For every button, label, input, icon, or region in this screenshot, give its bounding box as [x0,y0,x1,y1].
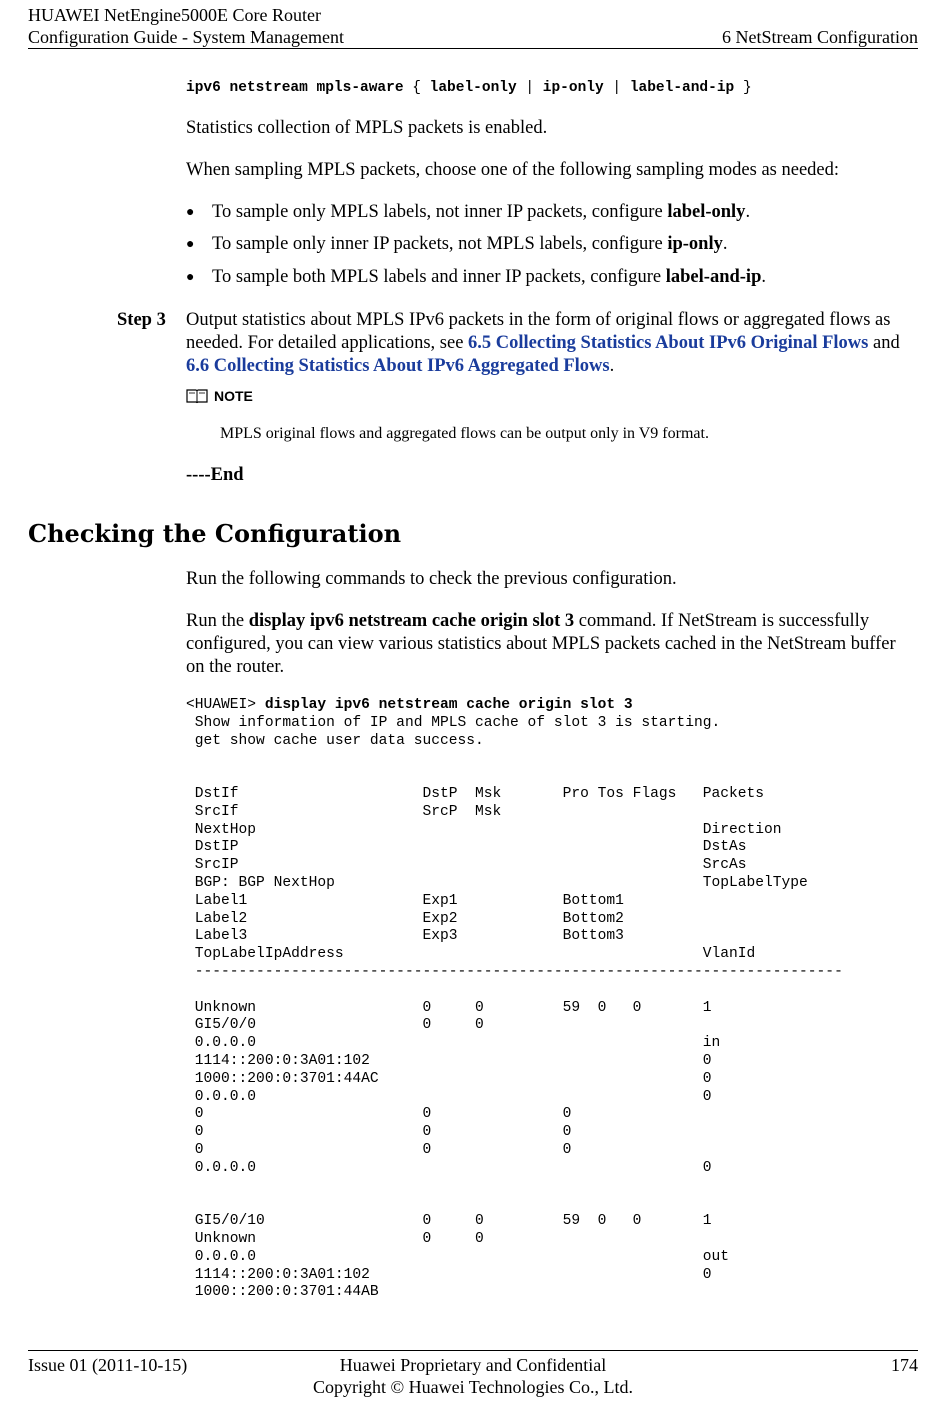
step-3-text [186,309,918,378]
header-product: HUAWEI NetEngine5000E Core Router [28,5,321,25]
code-line: 1114::200:0:3A01:102 0 [194,1266,712,1283]
command-option-ip-only: ip-only [542,80,604,96]
step-3-tail: . [609,356,615,376]
command-close-brace: } [742,80,752,96]
command-separator: | [525,80,535,96]
page-header [28,4,918,48]
step-3-line-2: needed. For detailed applications, see [186,333,469,353]
bullet-dot-icon: ● [186,270,195,285]
header-guide: Configuration Guide - System Management [28,27,344,47]
header-chapter: 6 NetStream Configuration [722,27,918,47]
command-syntax [186,80,918,96]
check-text: command. If NetStream is successfully [574,611,870,631]
code-line: DstIP DstAs [194,839,747,856]
link-aggregated-flows[interactable]: 6.6 Collecting Statistics About IPv6 Aggregated Flows [186,356,610,376]
code-line: Unknown 0 0 [194,1230,484,1247]
note-header [186,388,253,404]
list-item-text: To sample only inner IP packets, not MPLS labels, configure [212,234,668,254]
bullet-dot-icon: ● [186,237,195,252]
header-rule [28,48,918,49]
code-line: 1000::200:0:3701:44AB [186,1284,379,1301]
list-item-text: To sample only MPLS labels, not inner IP packets, configure [212,202,668,222]
end-marker: ----End [186,465,244,485]
command-open-brace: { [412,80,421,96]
code-line: Unknown 0 0 59 0 0 1 [194,999,712,1016]
code-line: 0.0.0.0 0 [194,1088,712,1105]
code-line: NextHop Direction [194,821,782,838]
list-item-tail: . [722,234,728,254]
footer-rule [28,1350,918,1351]
code-line: Label3 Exp3 Bottom3 [194,928,624,945]
book-icon [186,388,208,404]
code-line: SrcIP SrcAs [194,857,747,874]
list-item-tail: . [761,267,766,287]
step-label: Step 3 [117,310,166,330]
paragraph-enabled: Statistics collection of MPLS packets is enabled. [186,118,548,138]
list-item-text: To sample both MPLS labels and inner IP packets, configure [212,267,666,287]
check-line-3: on the router. [186,657,285,677]
code-line: 1000::200:0:3701:44AC 0 [194,1070,712,1087]
list-item-keyword: label-only [667,202,746,222]
command-output [186,697,843,1302]
footer-issue: Issue 01 (2011-10-15) [28,1355,188,1375]
code-line: TopLabelIpAddress VlanId [194,946,756,963]
command-option-label-only: label-only [429,80,517,96]
list-item-tail: . [745,202,751,222]
footer-confidential: Huawei Proprietary and Confidential [339,1355,607,1375]
code-line: -------------------------------------------------------------------------- [194,963,843,980]
bullet-dot-icon: ● [186,205,195,220]
code-prompt: <HUAWEI> [186,697,265,713]
note-text: MPLS original flows and aggregated flows can be output only in V9 format. [220,425,709,442]
code-line: GI5/0/0 0 0 [194,1017,484,1034]
check-line-2: configured, you can view various statistics about MPLS packets cached in the NetStream buffer [186,634,896,654]
command-text: ipv6 netstream mpls-aware [186,80,404,96]
step-3-and: and [868,333,900,353]
code-line: Show information of IP and MPLS cache of slot 3 is starting. [194,714,721,731]
footer-copyright: Copyright © Huawei Technologies Co., Ltd. [312,1377,634,1397]
paragraph-check-detail [186,610,918,679]
paragraph-sampling-intro: When sampling MPLS packets, choose one of the following sampling modes as needed: [186,160,840,180]
code-output-lines [186,715,843,1301]
link-original-flows[interactable]: 6.5 Collecting Statistics About IPv6 Original Flows [468,333,869,353]
list-item-keyword: ip-only [667,234,723,254]
code-line: Label2 Exp2 Bottom2 [194,910,624,927]
code-line: SrcIf SrcP Msk [194,803,502,820]
code-line: get show cache user data success. [194,732,484,749]
check-text: Run the [186,611,249,631]
code-command: display ipv6 netstream cache origin slot 3 [264,697,633,713]
code-line: 0.0.0.0 out [194,1248,729,1265]
list-item-keyword: label-and-ip [665,267,762,287]
code-line: DstIf DstP Msk Pro Tos Flags Packets [194,785,765,802]
page-number: 174 [891,1355,918,1375]
code-line: BGP: BGP NextHop TopLabelType [194,874,808,891]
step-3-line-1: Output statistics about MPLS IPv6 packets in the form of original flows or aggregated flows as [186,310,891,330]
code-line: GI5/0/10 0 0 59 0 0 1 [194,1213,712,1230]
section-title: Checking the Configuration [28,519,402,548]
check-command: display ipv6 netstream cache origin slot 3 [248,611,575,631]
code-line: 0 0 0 [194,1124,572,1141]
code-line: 0 0 0 [194,1106,572,1123]
note-label: NOTE [214,388,253,404]
code-line: 0.0.0.0 in [194,1035,721,1052]
paragraph-check-intro: Run the following commands to check the previous configuration. [186,569,677,589]
code-line: 0.0.0.0 0 [194,1159,712,1176]
command-separator: | [612,80,622,96]
code-line: 0 0 0 [194,1141,572,1158]
command-option-label-and-ip: label-and-ip [629,80,735,96]
code-line: Label1 Exp1 Bottom1 [194,892,624,909]
code-line: 1114::200:0:3A01:102 0 [194,1052,712,1069]
